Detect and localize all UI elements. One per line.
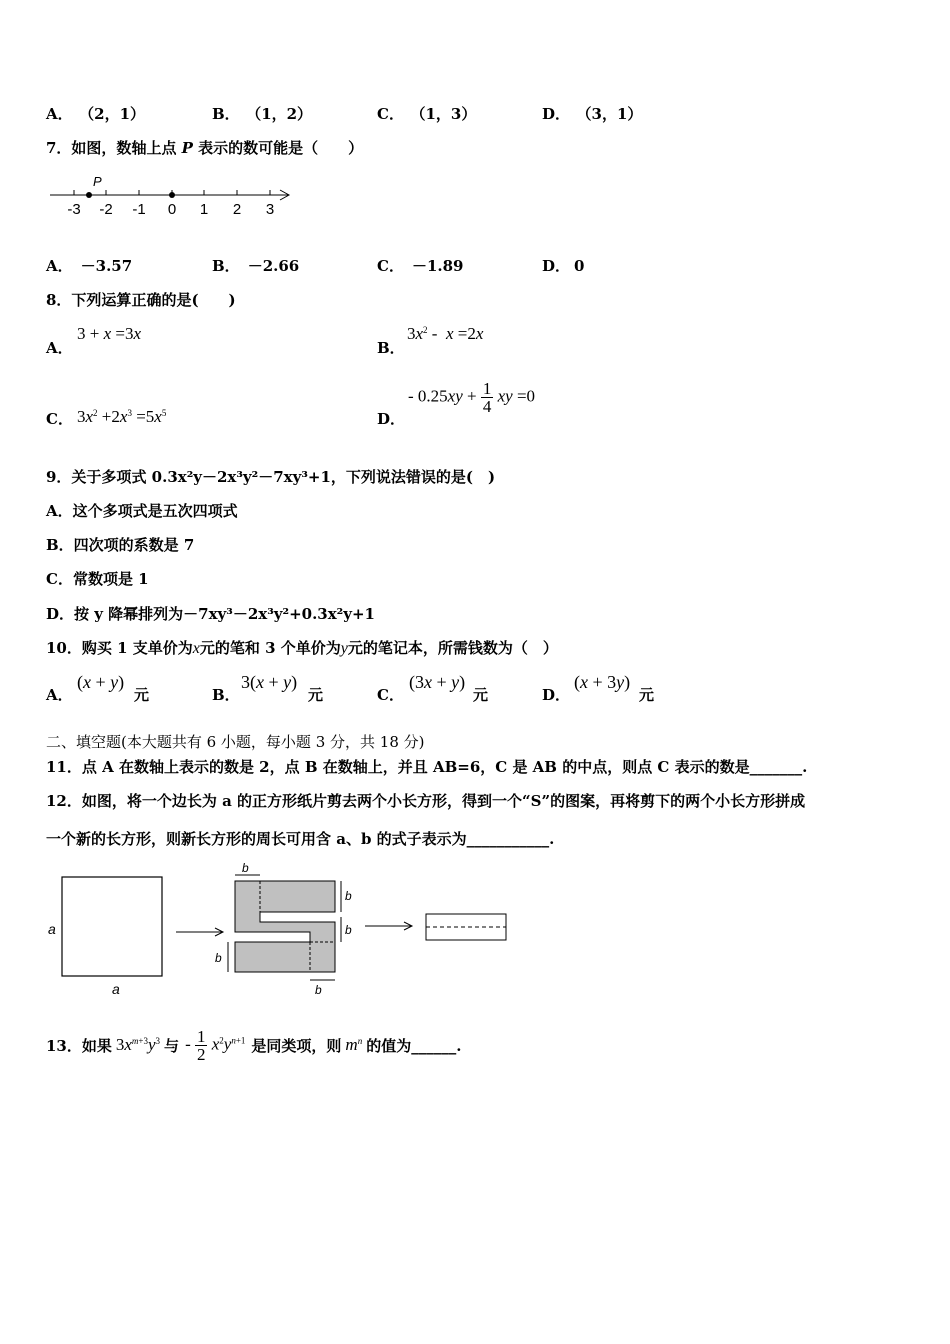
q11-text: 11．点 A 在数轴上表示的数是 2，点 B 在数轴上，并且 AB=6，C 是 AB 的中点，则点 C 表示的数是_______. [46,758,808,776]
q6-option-d: D． （3，1） [542,105,643,123]
q8-expr-c: $3x^2 +2x^3 =5x^5$ [77,407,167,426]
q8-expr-a: 3 + x =3x [77,324,142,343]
q10-unit-c: 元 [473,686,489,704]
q8-label-d: D． [377,410,406,428]
q7-option-b: B． －2.66 [212,257,300,275]
q10-label-a: A． [46,686,73,704]
q10-expr-b: 3(x + y) [241,672,298,692]
q8-expr-d: - 0.25xy + $\frac{1}{4}$ xy =0 [408,379,536,416]
q10-stem: 10．购买 1 支单价为x元的笔和 3 个单价为y元的笔记本，所需钱数为（ ） [46,639,558,657]
point-p-label: P [93,174,102,189]
q9-option-b: B．四次项的系数是 7 [46,536,195,554]
q10-label-d: D． [542,686,571,704]
q13-term-2: - $\frac{1}{2}$ $x^2y^{n+1}$ [185,1026,246,1064]
q10-unit-b: 元 [308,686,324,704]
q7-number-line [45,172,295,220]
q8-label-a: A． [46,339,73,357]
q7-option-d: D． 0 [542,257,585,275]
tick-label: -3 [67,201,81,218]
q10-expr-a: (x + y) [77,672,125,692]
tick-label: -2 [99,201,113,218]
q7-option-a: A． －3.57 [46,257,133,275]
q13-term-1: $3x^{m+3}y^3$ [115,1035,161,1054]
s-shape [235,881,335,972]
q7-option-c: C． －1.89 [377,257,464,275]
dim-b-label: b [345,923,352,937]
section-2-title: 二、填空题(本大题共有 6 小题，每小题 3 分，共 18 分) [46,733,425,751]
tick-label: 3 [265,201,275,218]
q12-line-2: 一个新的长方形，则新长方形的周长可用含 a、b 的式子表示为___________. [46,830,555,848]
new-rectangle [426,914,506,940]
q9-stem: 9．关于多项式 0.3x²y－2x³y²－7xy³+1，下列说法错误的是( ) [46,468,496,486]
q10-label-b: B． [212,686,240,704]
tick-label: -1 [132,201,146,218]
q10-expr-d: (x + 3y) [574,672,631,692]
bottom-a-label: a [112,981,120,997]
tick-label: 1 [199,201,209,218]
q9-option-c: C．常数项是 1 [46,570,149,588]
point-p [86,192,92,198]
q6-option-b: B． （1，2） [212,105,313,123]
q13-text: 13．如果 $3x^{m+3}y^3$ 与 - $\frac{1}{2}$ $x^2y^{n+1}$ 是同类项，则 $m^n$ 的值为______. [46,1026,462,1064]
dim-b-label: b [215,951,222,965]
q10-label-c: C． [377,686,404,704]
dim-b-label: b [315,983,322,997]
side-a-label: a [48,921,56,937]
q8-label-c: C． [46,410,73,428]
q9-option-d: D．按 y 降幂排列为－7xy³－2x³y²+0.3x²y+1 [46,605,375,623]
origin-dot [169,192,175,198]
q13-power: $m^n$ [345,1035,363,1054]
q8-expr-b: $3x^2 - x =2x$ [407,324,484,343]
q6-option-c: C． （1，3） [377,105,477,123]
q8-stem: 8．下列运算正确的是( ) [46,291,236,309]
q10-unit-a: 元 [134,686,150,704]
tick-label: 2 [232,201,242,218]
q6-option-a: A． （2，1） [46,105,146,123]
q12-figure [40,862,520,1004]
q10-unit-d: 元 [639,686,655,704]
dim-b-label: b [242,862,249,875]
tick-label: 0 [167,201,177,218]
q8-label-b: B． [377,339,405,357]
q12-line-1: 12．如图，将一个边长为 a 的正方形纸片剪去两个小长方形，得到一个“S”的图案，再将剪下的两个小长方形拼成 [46,792,806,810]
q7-stem: 7．如图，数轴上点 P 表示的数可能是（ ） [46,139,364,157]
square [62,877,162,976]
q10-expr-c: (3x + y) [409,672,466,692]
dim-b-label: b [345,889,352,903]
q9-option-a: A．这个多项式是五次四项式 [46,502,238,520]
